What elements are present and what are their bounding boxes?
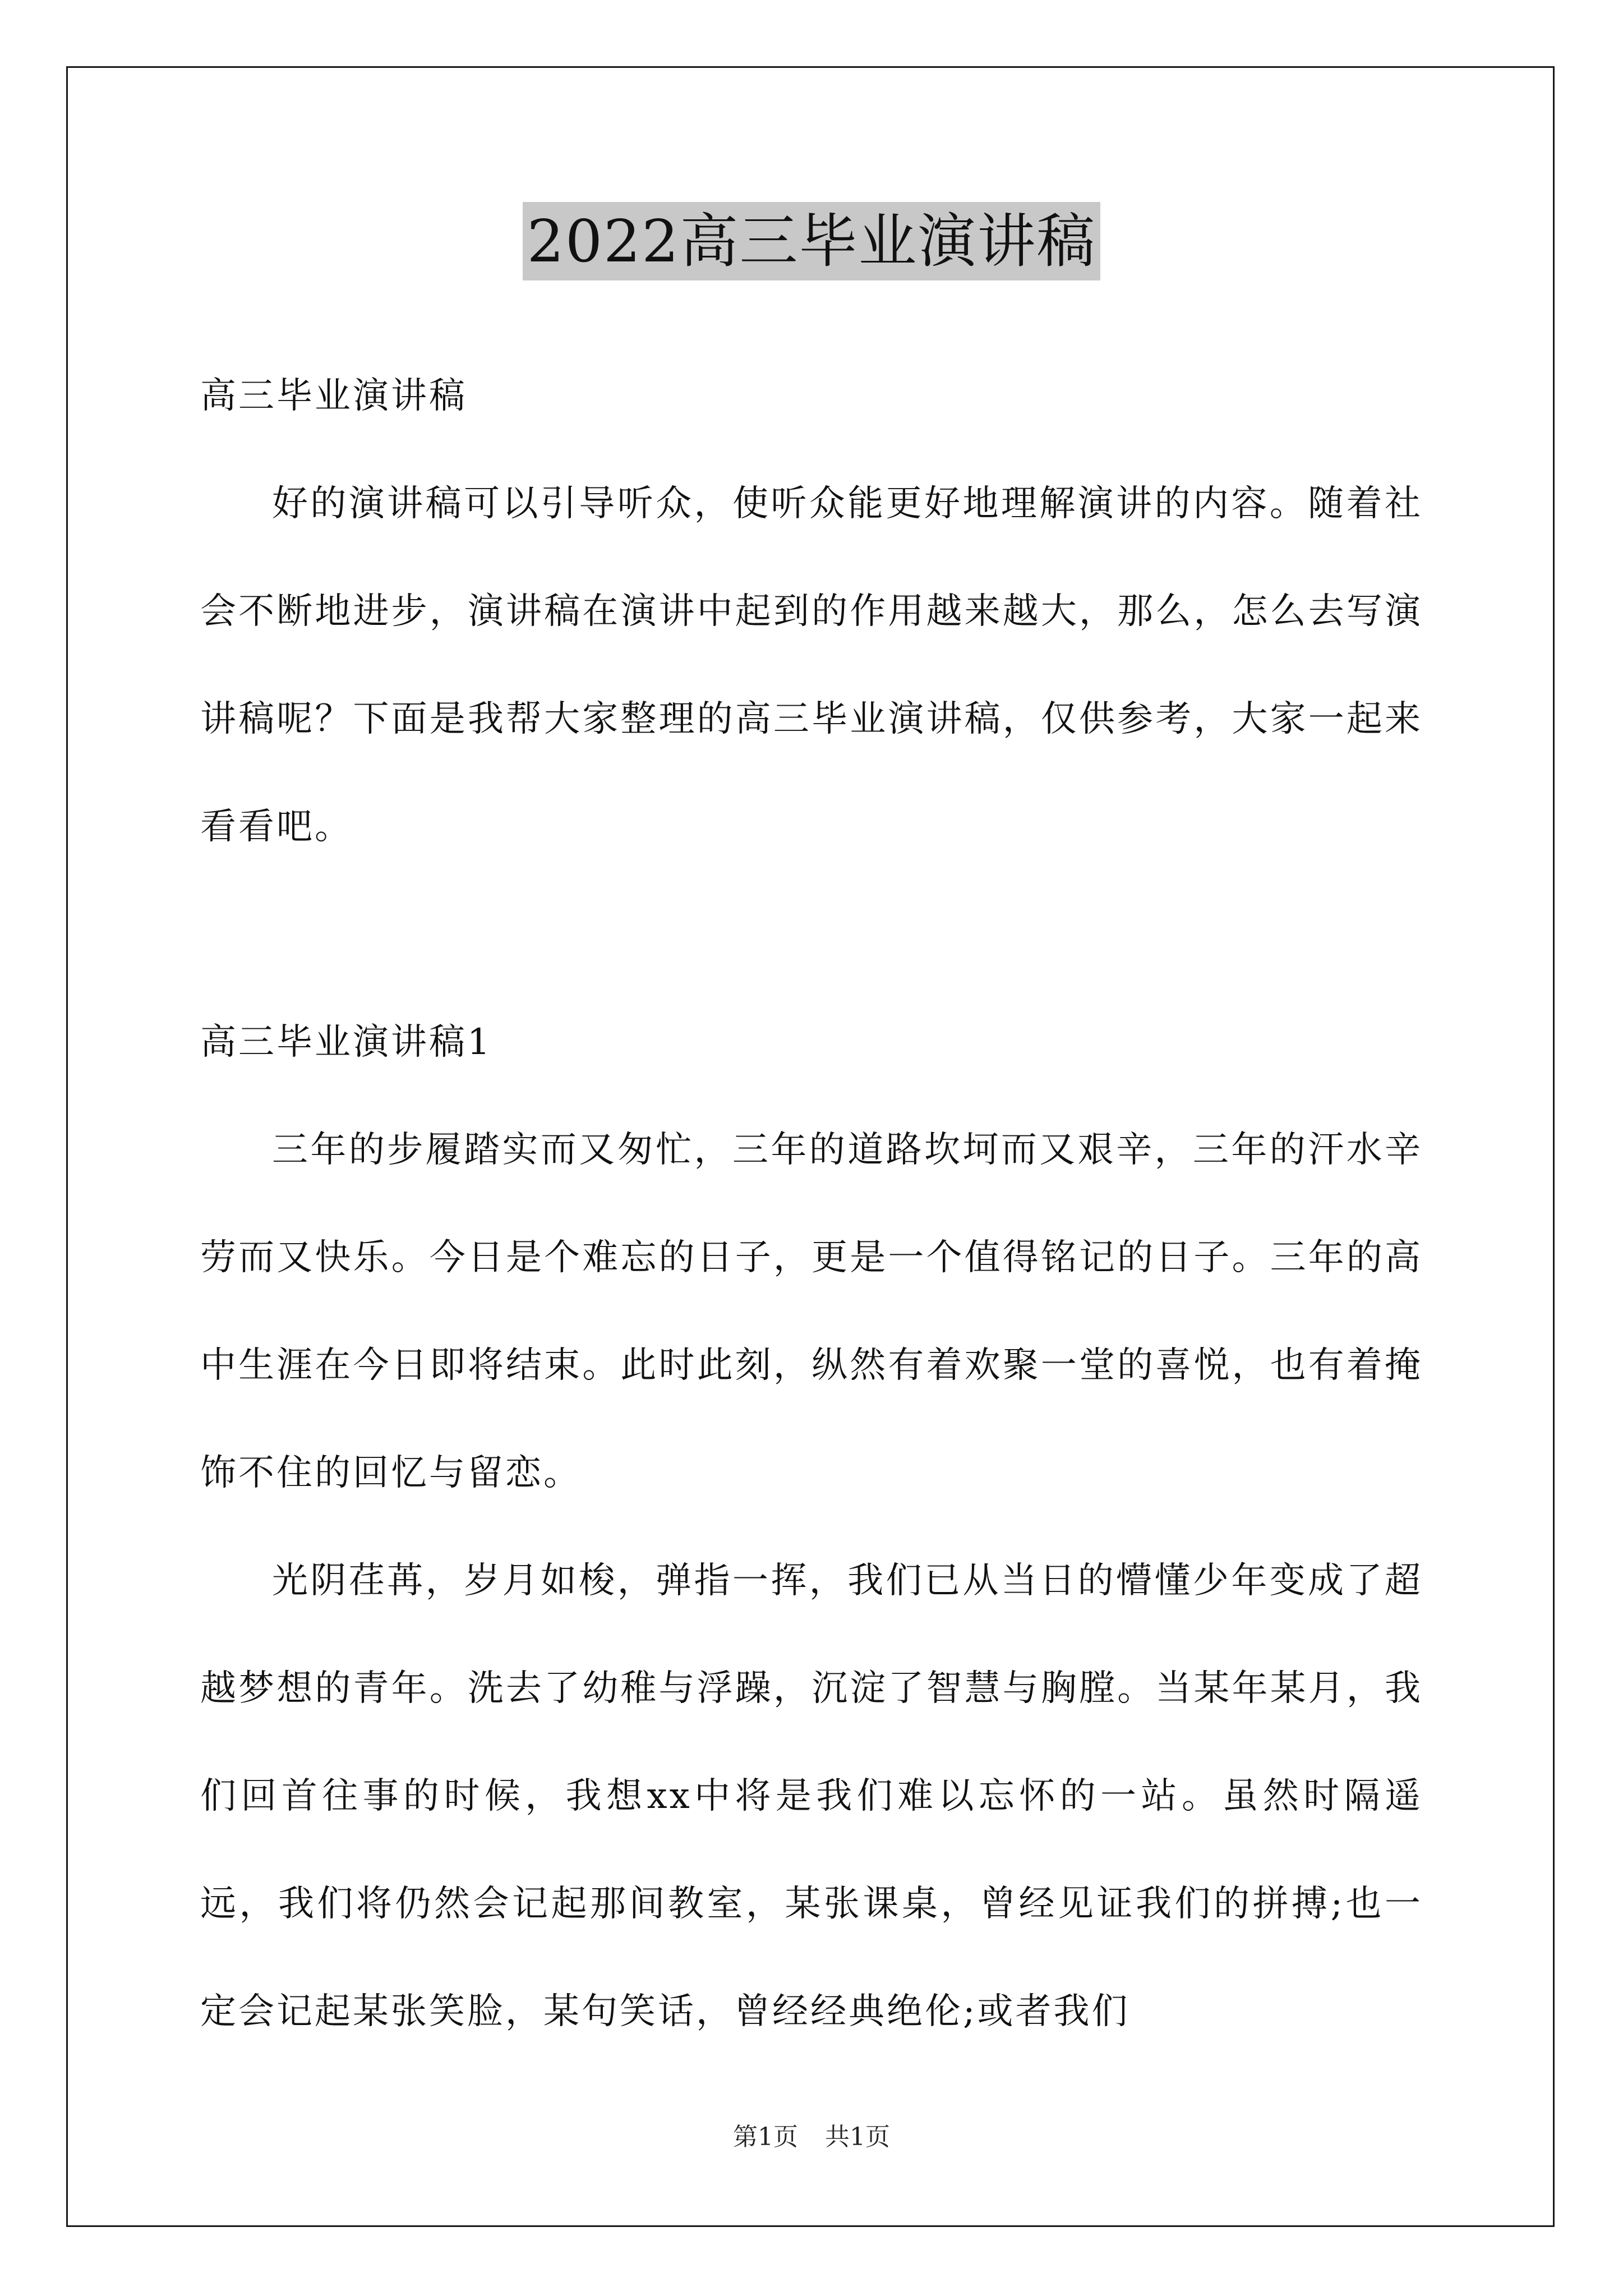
- paragraph: 好的演讲稿可以引导听众，使听众能更好地理解演讲的内容。随着社会不断地进步，演讲稿在演讲中起到的作用越来越大，那么，怎么去写演讲稿呢？下面是我帮大家整理的高三毕业演讲稿，仅供参考，大家一起来看看吧。: [200, 483, 1423, 848]
- title-container: [0, 202, 1623, 280]
- document-title: 2022高三毕业演讲稿: [523, 202, 1101, 280]
- section-heading: 高三毕业演讲稿1: [200, 1022, 492, 1063]
- document-body: [200, 342, 1423, 2065]
- page-footer: [0, 2120, 1623, 2154]
- paragraph: 光阴荏苒，岁月如梭，弹指一挥，我们已从当日的懵懂少年变成了超越梦想的青年。洗去了幼稚与浮躁，沉淀了智慧与胸膛。当某年某月，我们回首往事的时候，我想xx中将是我们难以忘怀的一站。虽然时隔遥远，我们将仍然会记起那间教室，某张课桌，曾经见证我们的拼搏;也一定会记起某张笑脸，某句笑话，曾经经典绝伦;或者我们: [200, 1560, 1423, 2032]
- section-heading: 高三毕业演讲稿: [200, 375, 467, 417]
- paragraph: 三年的步履踏实而又匆忙，三年的道路坎坷而又艰辛，三年的汗水辛劳而又快乐。今日是个难忘的日子，更是一个值得铭记的日子。三年的高中生涯在今日即将结束。此时此刻，纵然有着欢聚一堂的喜悦，也有着掩饰不住的回忆与留恋。: [200, 1129, 1423, 1494]
- blank-line: [200, 881, 1423, 988]
- page-number: 第1页: [733, 2123, 798, 2151]
- page-total: 共1页: [825, 2123, 890, 2151]
